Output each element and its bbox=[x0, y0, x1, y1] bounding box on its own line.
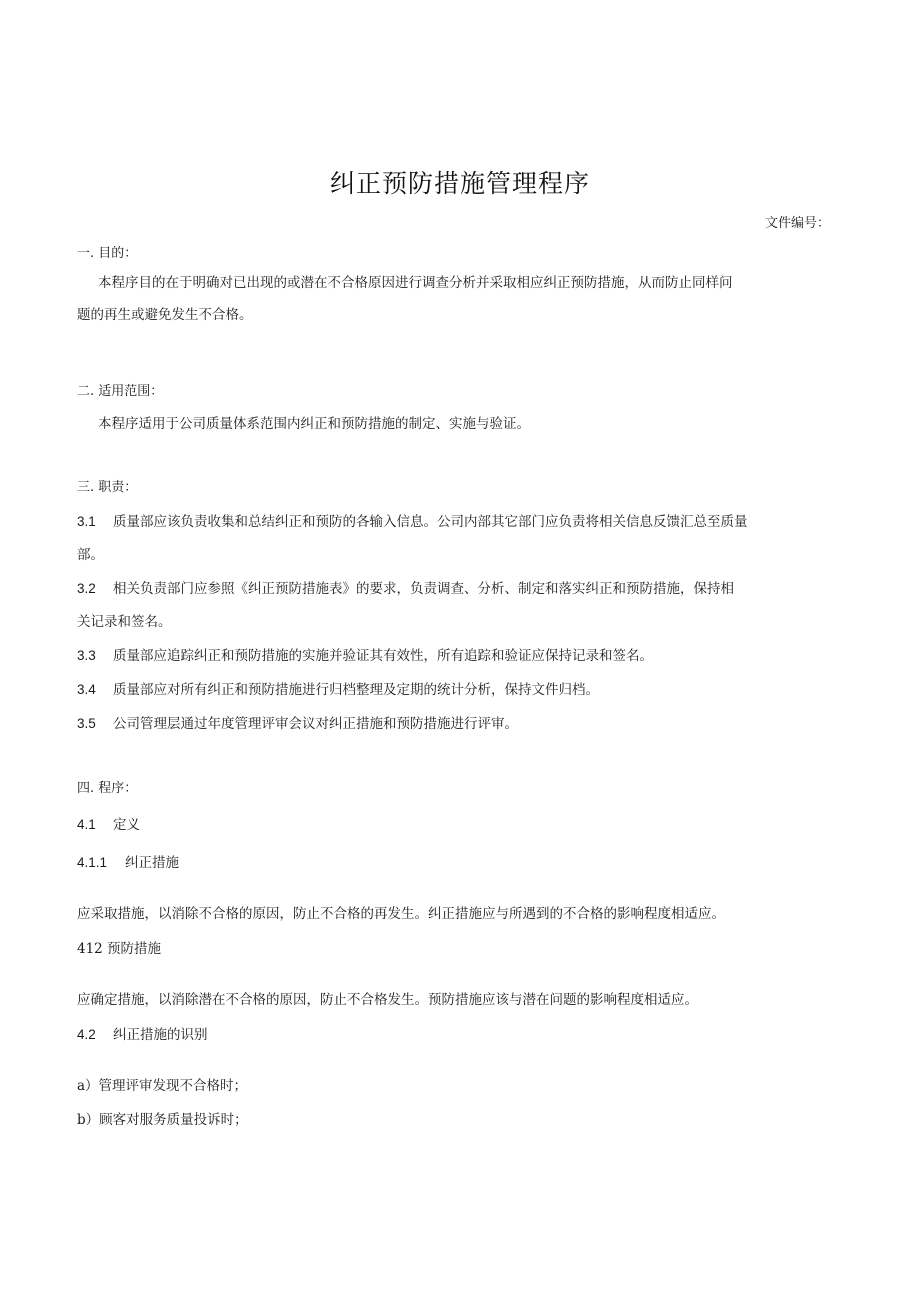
duty-item-3-1-continued: 部。 bbox=[77, 547, 104, 563]
duty-number: 3.2 bbox=[77, 581, 96, 596]
corrective-action-text: 应采取措施，以消除不合格的原因，防止不合格的再发生。纠正措施应与所遇到的不合格的影响程度相适应。 bbox=[77, 906, 725, 922]
duty-number: 3.5 bbox=[77, 716, 96, 731]
identification-item-a: a）管理评审发现不合格时； bbox=[77, 1078, 248, 1094]
preventive-action-heading: 412 预防措施 bbox=[77, 941, 162, 957]
duty-item-3-2 bbox=[77, 579, 838, 599]
duty-text: 质量部应对所有纠正和预防措施进行归档整理及定期的统计分析，保持文件归档。 bbox=[113, 682, 599, 698]
section-purpose-heading: 一. 目的： bbox=[77, 246, 138, 261]
duty-text: 公司管理层通过年度管理评审会议对纠正措施和预防措施进行评审。 bbox=[113, 716, 518, 732]
duty-number: 3.1 bbox=[77, 514, 96, 529]
section-duties-heading: 三. 职责： bbox=[77, 480, 138, 495]
identification-label: 纠正措施的识别 bbox=[113, 1027, 208, 1043]
duty-number: 3.4 bbox=[77, 682, 96, 697]
purpose-text-line-2: 题的再生或避免发生不合格。 bbox=[77, 307, 253, 323]
duty-item-3-5 bbox=[77, 714, 838, 734]
purpose-text-line-1: 本程序目的在于明确对已出现的或潜在不合格原因进行调查分析并采取相应纠正预防措施，从而防止同样问 bbox=[98, 275, 733, 291]
section-procedure-heading: 四. 程序： bbox=[77, 781, 138, 796]
corrective-action-label: 纠正措施 bbox=[125, 855, 179, 871]
corrective-action-number: 4.1.1 bbox=[77, 855, 108, 870]
duty-text: 质量部应该负责收集和总结纠正和预防的各输入信息。公司内部其它部门应负责将相关信息反馈汇总至质量 bbox=[113, 514, 748, 530]
definition-label: 定义 bbox=[113, 817, 140, 833]
definition-number: 4.1 bbox=[77, 817, 96, 832]
identification-number: 4.2 bbox=[77, 1027, 96, 1042]
duty-item-3-1 bbox=[77, 512, 838, 532]
corrective-action-heading bbox=[77, 853, 838, 873]
duty-number: 3.3 bbox=[77, 648, 96, 663]
duty-text: 质量部应追踪纠正和预防措施的实施并验证其有效性，所有追踪和验证应保持记录和签名。 bbox=[113, 648, 653, 664]
duty-item-3-4 bbox=[77, 680, 838, 700]
scope-text: 本程序适用于公司质量体系范围内纠正和预防措施的制定、实施与验证。 bbox=[98, 416, 530, 432]
document-number-label: 文件编号： bbox=[764, 216, 830, 231]
identification-item-b: b）顾客对服务质量投诉时； bbox=[77, 1112, 248, 1128]
section-scope-heading: 二. 适用范围： bbox=[77, 384, 164, 399]
document-title: 纠正预防措施管理程序 bbox=[329, 169, 590, 198]
preventive-action-text: 应确定措施，以消除潜在不合格的原因，防止不合格发生。预防措施应该与潜在问题的影响程度相适应。 bbox=[77, 992, 698, 1008]
duty-text: 相关负责部门应参照《纠正预防措施表》的要求，负责调查、分析、制定和落实纠正和预防措施，保持相 bbox=[113, 581, 734, 597]
duty-item-3-2-continued: 关记录和签名。 bbox=[77, 614, 172, 630]
identification-heading bbox=[77, 1025, 838, 1045]
duty-item-3-3 bbox=[77, 646, 838, 666]
definition-heading bbox=[77, 815, 838, 835]
